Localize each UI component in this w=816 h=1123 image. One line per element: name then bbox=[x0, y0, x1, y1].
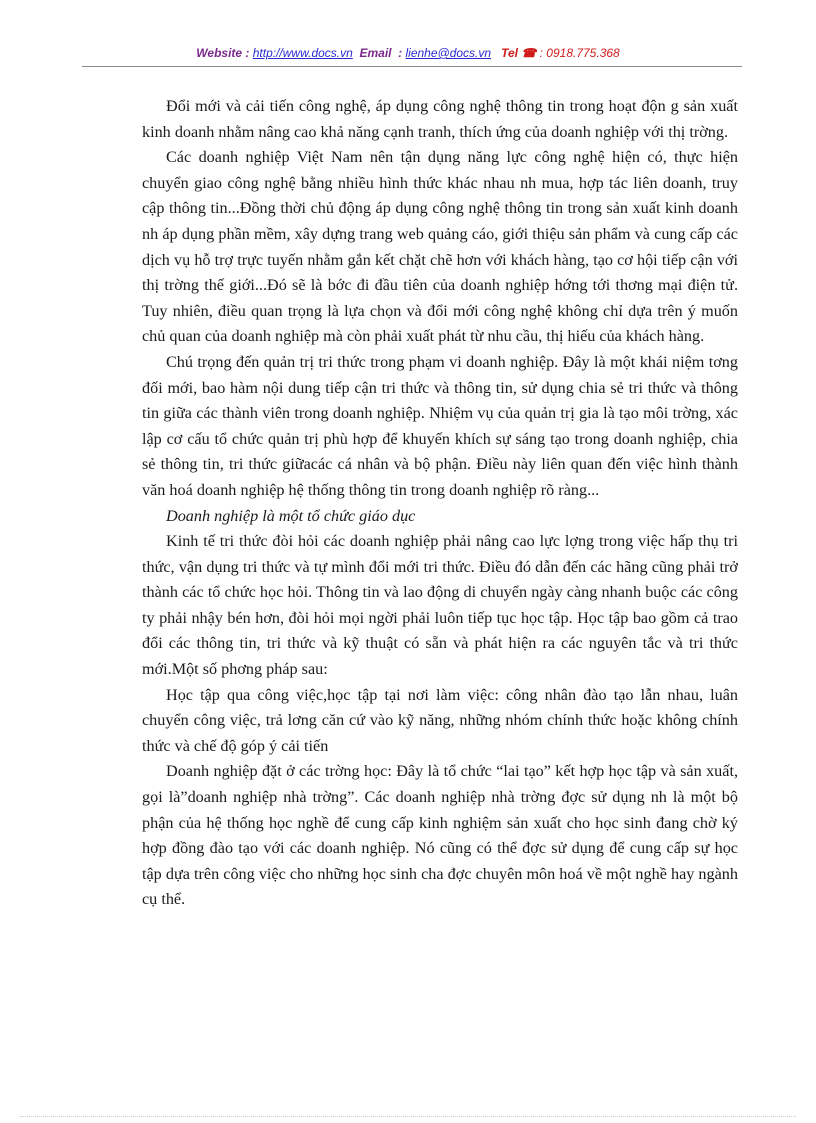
phone-icon: ☎ bbox=[521, 46, 537, 60]
paragraph-4: Kinh tế tri thức đòi hỏi các doanh nghiệp phải nâng cao lực lợng trong việc hấp thụ tri thức, vận dụng tri thức và tự mình đổi mới tri thức. Điều đó dẫn đến các hãng cũng phải trở thành các tổ chức học hỏi. Thông tin và lao động di chuyển ngày càng nhanh buộc các công ty phải nhậy bén hơn, đòi hỏi mọi ngời phải luôn tiếp tục học tập. Học tập bao gồm cả trao đổi các thông tin, tri thức và kỹ thuật có sẵn và phát hiện ra các nguyên tắc và tri thức mới.Một số phơng pháp sau: bbox=[142, 532, 738, 679]
document-body bbox=[142, 94, 738, 913]
email-separator: : bbox=[398, 46, 403, 60]
footer-divider bbox=[20, 1116, 796, 1117]
website-link[interactable]: http://www.docs.vn bbox=[252, 46, 353, 60]
paragraph-6: Doanh nghiệp đặt ở các trờng học: Đây là tổ chức “lai tạo” kết hợp học tập và sản xuất, gọi là”doanh nghiệp nhà trờng”. Các doanh nghiệp nhà trờng đợc sử dụng nh là một bộ phận của hệ thống học nghề để cung cấp kinh nghiệm sản xuất cho học sinh đang chờ ký hợp đồng đào tạo với các doanh nghiệp. Nó cũng có thể đợc sử dụng để cung cấp sự học tập dựa trên công việc cho những học sinh cha đợc chuyên môn hoá về một nghề hay ngành cụ thể. bbox=[142, 762, 738, 909]
paragraph-3: Chú trọng đến quản trị tri thức trong phạm vi doanh nghiệp. Đây là một khái niệm tơng đối mới, bao hàm nội dung tiếp cận tri thức và thông tin, sử dụng chia sẻ tri thức và thông tin giữa các thành viên trong doanh nghiệp. Nhiệm vụ của quản trị gia là tạo môi trờng, xác lập cơ cấu tổ chức quản trị phù hợp để khuyến khích sự sáng tạo trong doanh nghiệp, chia sẻ thông tin, tri thức giữacác cá nhân và bộ phận. Điều này liên quan đến việc hình thành văn hoá doanh nghiệp hệ thống thông tin trong doanh nghiệp rõ ràng... bbox=[142, 352, 738, 499]
paragraph-1: Đổi mới và cải tiến công nghệ, áp dụng công nghệ thông tin trong hoạt độn g sản xuất kinh doanh nhằm nâng cao khả năng cạnh tranh, thích ứng của doanh nghiệp với thị trờng. bbox=[142, 97, 738, 141]
tel-label: Tel bbox=[501, 46, 518, 60]
paragraph-5: Học tập qua công việc,học tập tại nơi làm việc: công nhân đào tạo lẫn nhau, luân chuyển công việc, trả lơng căn cứ vào kỹ năng, những nhóm chính thức hoặc không chính thức và chế độ góp ý cải tiến bbox=[142, 685, 738, 755]
page-header bbox=[0, 46, 816, 60]
header-divider bbox=[82, 66, 742, 67]
paragraph-2: Các doanh nghiệp Việt Nam nên tận dụng năng lực công nghệ hiện có, thực hiện chuyển giao công nghệ bằng nhiều hình thức khác nhau nh mua, hợp tác liên doanh, truy cập thông tin...Đồng thời chủ động áp dụng công nghệ thông tin trong sản xuất kinh doanh nh áp dụng phần mềm, xây dựng trang web quảng cáo, giới thiệu sản phẩm và cung cấp các dịch vụ hỗ trợ trực tuyến nhằm gắn kết chặt chẽ hơn với khách hàng, tạo cơ hội tiếp cận với thị trờng thế giới...Đó sẽ là bớc đi đầu tiên của doanh nghiệp hớng tới thơng mại điện tử. Tuy nhiên, điều quan trọng là lựa chọn và đổi mới công nghệ không chỉ dựa trên ý muốn chủ quan của doanh nghiệp mà còn phải xuất phát từ nhu cầu, thị hiếu của khách hàng. bbox=[142, 148, 738, 346]
tel-number: : 0918.775.368 bbox=[539, 46, 620, 60]
website-label: Website : bbox=[196, 46, 250, 60]
email-label: Email bbox=[359, 46, 392, 60]
section-heading: Doanh nghiệp là một tổ chức giáo dục bbox=[166, 506, 416, 525]
email-link[interactable]: lienhe@docs.vn bbox=[405, 46, 492, 60]
